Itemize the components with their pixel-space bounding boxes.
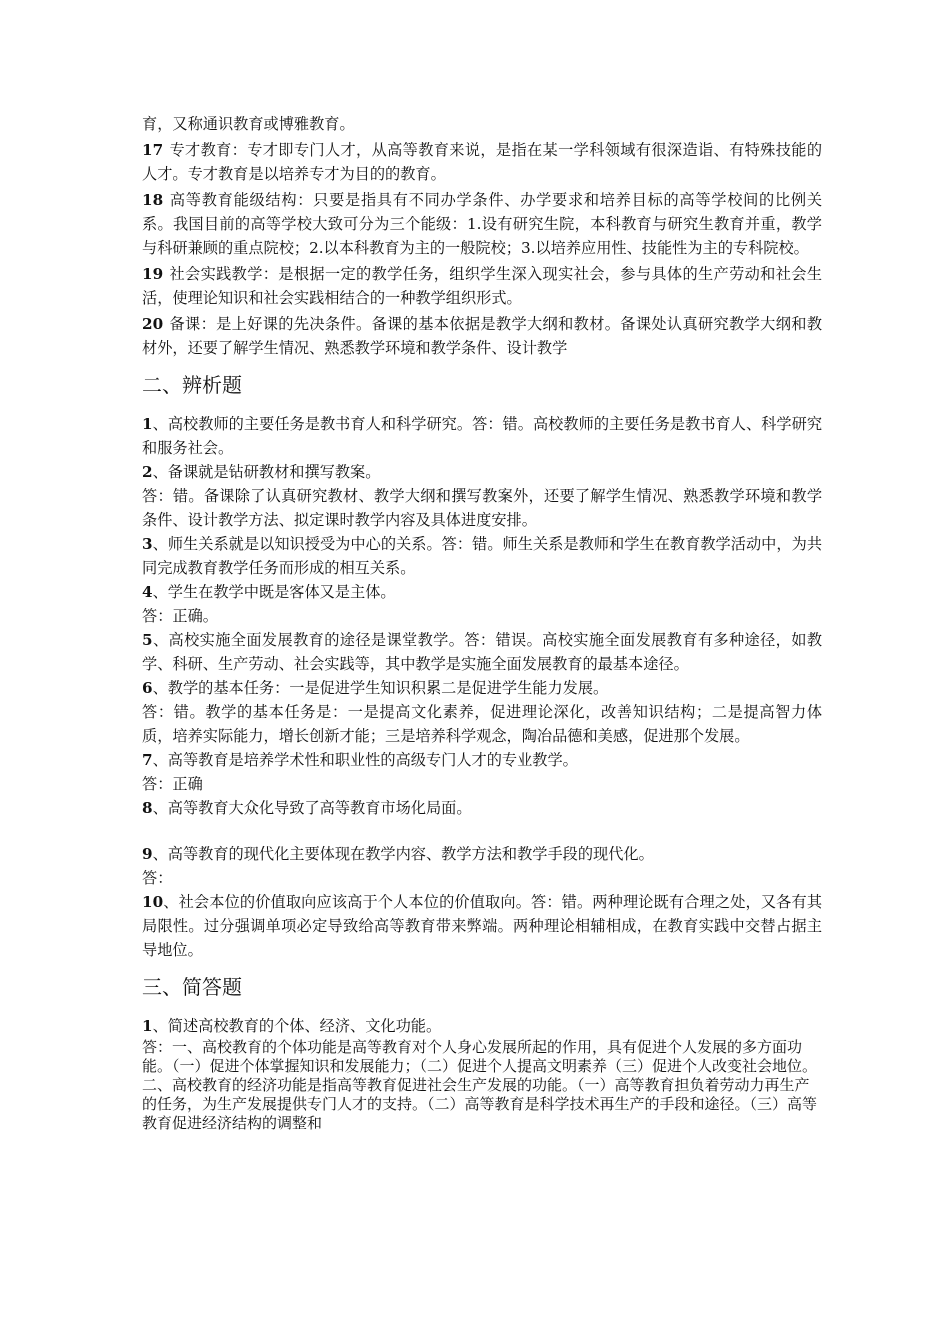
- question-8: [142, 796, 822, 820]
- item-number: 5: [142, 631, 153, 649]
- term-20: [142, 312, 822, 360]
- document-page: [142, 112, 822, 1133]
- section-heading-short-answer: 三、简答题: [142, 975, 242, 999]
- answer-2: 答：错。备课除了认真研究教材、教学大纲和撰写教案外，还要了解学生情况、熟悉教学环境和教学条件、设计教学方法、拟定课时教学内容及具体进度安排。: [142, 487, 822, 529]
- term-19: [142, 262, 822, 310]
- section-heading-discrimination: 二、辨析题: [142, 373, 242, 397]
- short-question-1: [142, 1014, 822, 1038]
- answer-6: 答：错。教学的基本任务是：一是提高文化素养，促进理论深化，改善知识结构；二是提高智力体质，培养实际能力，增长创新才能；三是培养科学观念，陶冶品德和美感，促进那个发展。: [142, 703, 822, 745]
- paragraph-continued: 育，又称通识教育或博雅教育。: [142, 115, 355, 133]
- item-number: 19: [142, 265, 164, 283]
- item-text: 、高校教师的主要任务是教书育人和科学研究。答：错。高校教师的主要任务是教书育人、科学研究和服务社会。: [142, 415, 822, 457]
- item-number: 8: [142, 799, 153, 817]
- item-text: 专才教育：专才即专门人才，从高等教育来说，是指在某一学科领域有很深造诣、有特殊技能的人才。专才教育是以培养专才为目的的教育。: [142, 141, 822, 183]
- question-3: [142, 532, 822, 580]
- item-text: 高等教育能级结构：只要是指具有不同办学条件、办学要求和培养目标的高等学校间的比例关系。我国目前的高等学校大致可分为三个能级：1.设有研究生院，本科教育与研究生教育并重，教学与科研兼顾的重点院校；2.以本科教育为主的一般院校；3.以培养应用性、技能性为主的专科院校。: [142, 191, 822, 257]
- item-text: 、高等教育的现代化主要体现在教学内容、教学方法和教学手段的现代化。: [152, 845, 654, 863]
- answer-7: 答：正确: [142, 775, 203, 793]
- item-number: 20: [142, 315, 164, 333]
- term-17: [142, 138, 822, 186]
- term-18: [142, 188, 822, 260]
- item-number: 3: [142, 535, 153, 553]
- question-5: [142, 628, 822, 676]
- item-text: 、高等教育大众化导致了高等教育市场化局面。: [152, 799, 472, 817]
- item-number: 9: [142, 845, 153, 863]
- item-number: 7: [142, 751, 153, 769]
- item-text: 、高校实施全面发展教育的途径是课堂教学。答：错误。高校实施全面发展教育有多种途径，如教学、科研、生产劳动、社会实践等，其中教学是实施全面发展教育的最基本途径。: [142, 631, 822, 673]
- item-number: 17: [142, 141, 164, 159]
- question-1: [142, 412, 822, 460]
- item-number: 4: [142, 583, 153, 601]
- item-number: 2: [142, 463, 153, 481]
- item-number: 6: [142, 679, 153, 697]
- answer-4: 答：正确。: [142, 607, 218, 625]
- question-7: [142, 748, 822, 772]
- question-2: [142, 460, 822, 484]
- question-9: [142, 842, 822, 866]
- item-text: 、高等教育是培养学术性和职业性的高级专门人才的专业教学。: [152, 751, 578, 769]
- item-text: 、社会本位的价值取向应该高于个人本位的价值取向。答：错。两种理论既有合理之处，又各有其局限性。过分强调单项必定导致给高等教育带来弊端。两种理论相辅相成，在教育实践中交替占据主导地位。: [142, 893, 822, 959]
- blank-line: [142, 820, 822, 842]
- item-number: 1: [142, 1017, 153, 1035]
- item-text: 、学生在教学中既是客体又是主体。: [152, 583, 396, 601]
- item-text: 社会实践教学：是根据一定的教学任务，组织学生深入现实社会，参与具体的生产劳动和社会生活，使理论知识和社会实践相结合的一种教学组织形式。: [142, 265, 822, 307]
- question-6: [142, 676, 822, 700]
- item-text: 、师生关系就是以知识授受为中心的关系。答：错。师生关系是教师和学生在教育教学活动中，为共同完成教育教学任务而形成的相互关系。: [142, 535, 822, 577]
- item-number: 10: [142, 893, 164, 911]
- item-number: 1: [142, 415, 153, 433]
- item-text: 备课：是上好课的先决条件。备课的基本依据是教学大纲和教材。备课处认真研究教学大纲和教材外，还要了解学生情况、熟悉教学环境和教学条件、设计教学: [142, 315, 822, 357]
- item-number: 18: [142, 191, 164, 209]
- question-10: [142, 890, 822, 962]
- answer-9: 答：: [142, 869, 173, 887]
- item-text: 、备课就是钻研教材和撰写教案。: [152, 463, 381, 481]
- item-text: 、教学的基本任务：一是促进学生知识积累二是促进学生能力发展。: [152, 679, 609, 697]
- question-4: [142, 580, 822, 604]
- item-text: 、简述高校教育的个体、经济、文化功能。: [152, 1017, 442, 1035]
- short-answer-1: 答：一、高校教育的个体功能是高等教育对个人身心发展所起的作用，具有促进个人发展的多方面功能。（一）促进个体掌握知识和发展能力；（二）促进个人提高文明素养（三）促进个人改变社会地位。二、高校教育的经济功能是指高等教育促进社会生产发展的功能。（一）高等教育担负着劳动力再生产的任务，为生产发展提供专门人才的支持。（二）高等教育是科学技术再生产的手段和途径。（三）高等教育促进经济结构的调整和: [142, 1038, 818, 1132]
